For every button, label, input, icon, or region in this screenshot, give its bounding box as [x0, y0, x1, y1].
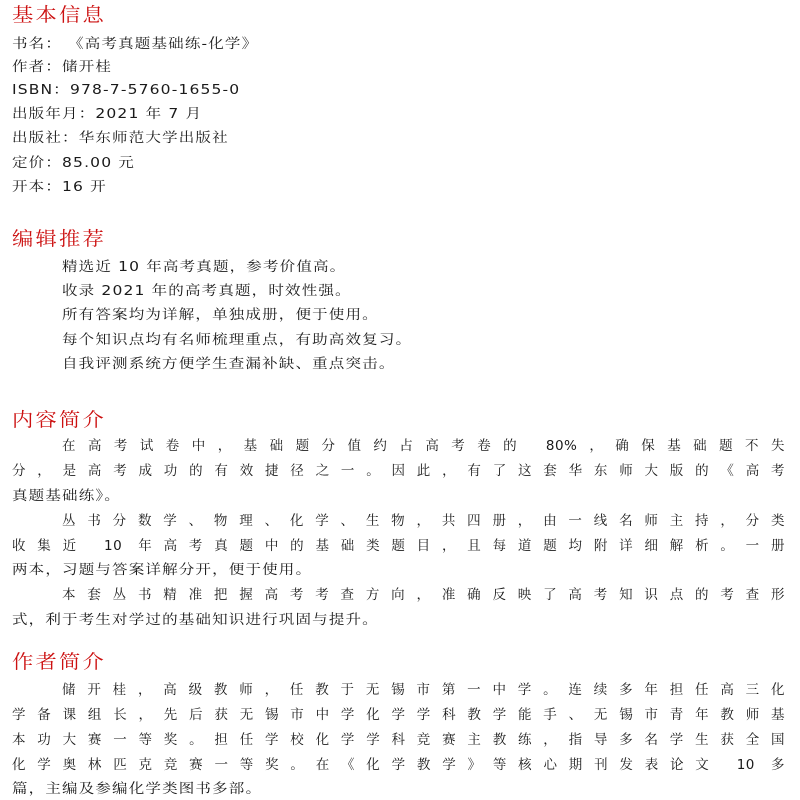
author-line: 化学奥林匹克竞赛一等奖。在《化学教学》等核心期刊发表论文 10 多 — [12, 757, 785, 773]
recommendation-item: 收录 2021 年的高考真题，时效性强。 — [62, 283, 352, 299]
content-summary-heading: 内容简介 — [12, 409, 107, 431]
editor-recommendation-heading: 编辑推荐 — [12, 228, 107, 250]
summary-line: 收集近 10 年高考真题中的基础类题目，且每道题均附详细解析。一册 — [12, 538, 785, 554]
summary-line: 本套丛书精准把握高考考查方向，准确反映了高考知识点的考查形 — [62, 587, 785, 603]
summary-line: 两本，习题与答案详解分开，便于使用。 — [12, 562, 313, 578]
author-line: 储开桂，高级教师，任教于无锡市第一中学。连续多年担任高三化 — [62, 682, 785, 698]
recommendation-item: 每个知识点均有名师梳理重点，有助高效复习。 — [62, 332, 413, 348]
basic-info-heading: 基本信息 — [12, 4, 107, 26]
recommendation-item: 所有答案均为详解，单独成册，便于使用。 — [62, 307, 379, 323]
info-format: 开本：16 开 — [12, 179, 107, 195]
info-publish-date: 出版年月：2021 年 7 月 — [12, 106, 203, 122]
author-line: 本功大赛一等奖。担任学校化学学科竞赛主教练，指导多名学生获全国 — [12, 732, 785, 748]
recommendation-item: 精选近 10 年高考真题，参考价值高。 — [62, 259, 347, 275]
author-line: 篇，主编及参编化学类图书多部。 — [12, 781, 263, 797]
summary-line: 式，利于考生对学过的基础知识进行巩固与提升。 — [12, 612, 379, 628]
info-price: 定价：85.00 元 — [12, 155, 135, 171]
author-intro-heading: 作者简介 — [12, 651, 107, 673]
summary-line: 在高考试卷中，基础题分值约占高考卷的 80%，确保基础题不失 — [62, 438, 785, 454]
info-publisher: 出版社：华东师范大学出版社 — [12, 130, 229, 146]
recommendation-item: 自我评测系统方便学生查漏补缺、重点突击。 — [62, 356, 396, 372]
author-line: 学备课组长，先后获无锡市中学化学学科教学能手、无锡市青年教师基 — [12, 707, 785, 723]
summary-line: 真题基础练》。 — [12, 488, 121, 504]
info-author: 作者：储开桂 — [12, 59, 113, 75]
summary-line: 丛书分数学、物理、化学、生物，共四册，由一线名师主持，分类 — [62, 513, 785, 529]
summary-line: 分，是高考成功的有效捷径之一。因此，有了这套华东师大版的《高考 — [12, 463, 785, 479]
info-isbn: ISBN：978-7-5760-1655-0 — [12, 82, 241, 98]
info-title: 书名： 《高考真题基础练-化学》 — [12, 36, 259, 52]
